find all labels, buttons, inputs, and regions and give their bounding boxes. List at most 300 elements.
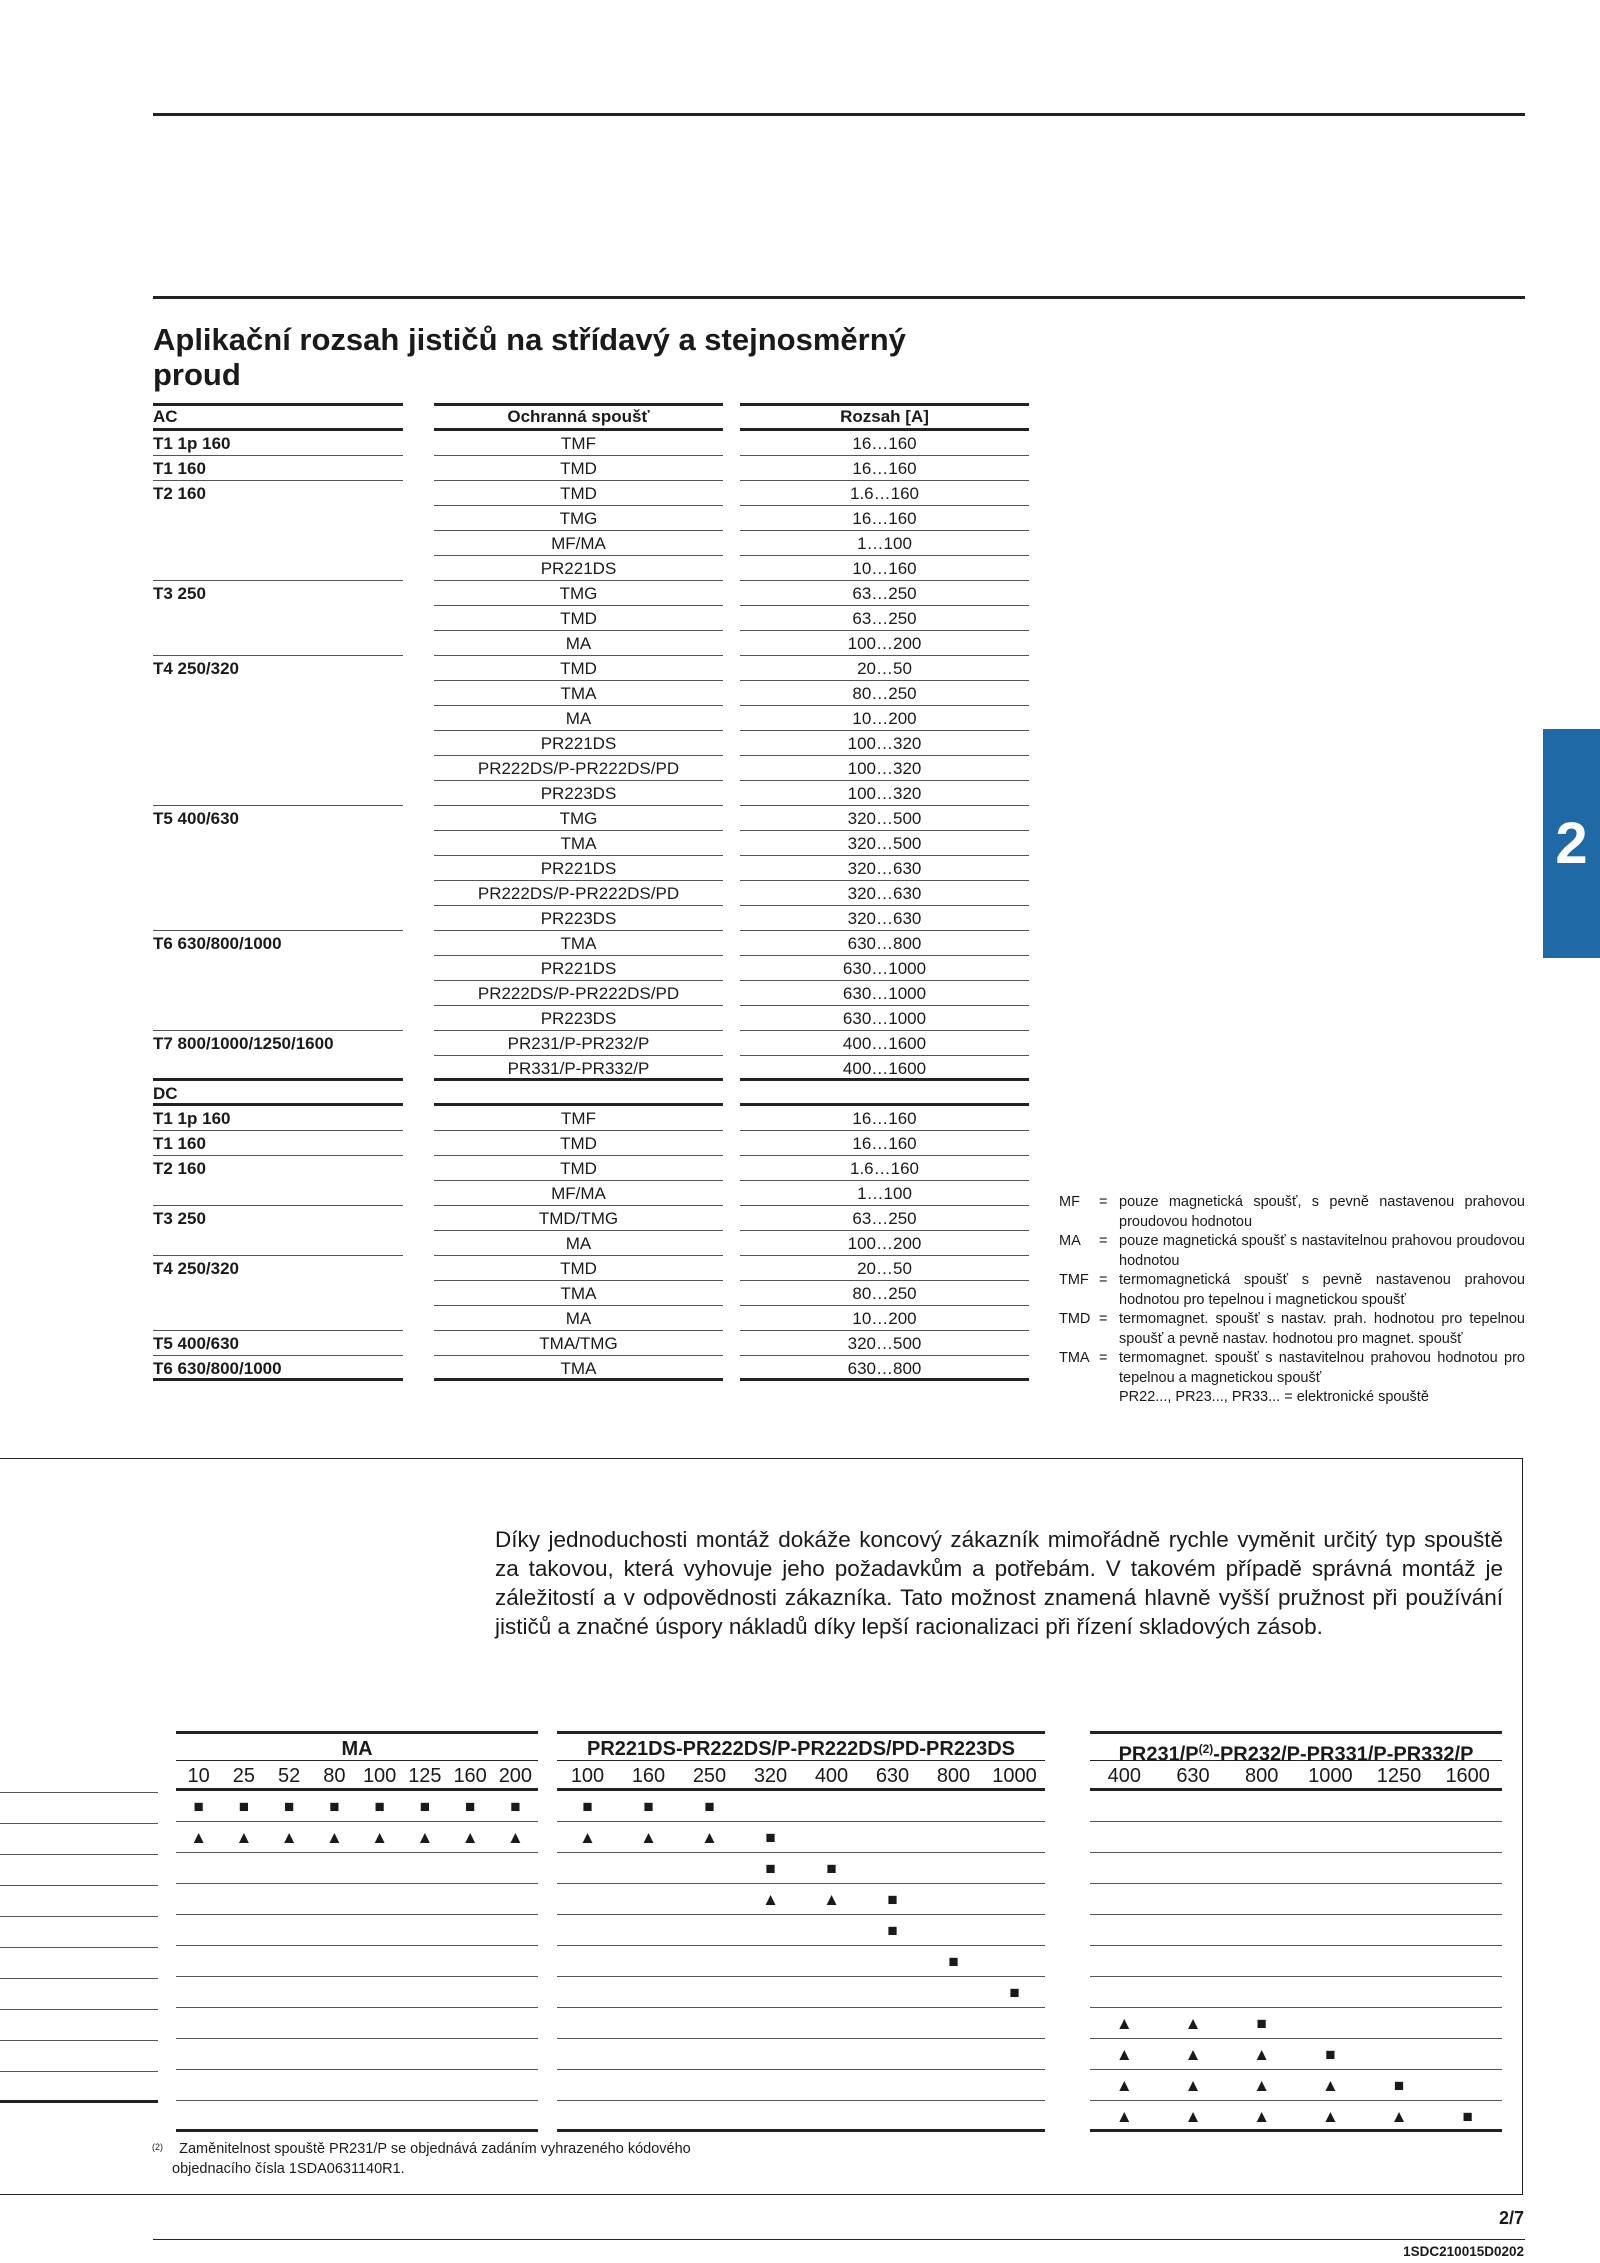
left-row-lines — [0, 1762, 158, 2103]
empty-cell — [493, 2008, 538, 2038]
empty-cell — [357, 2101, 402, 2129]
compat-group-pr22 — [557, 1731, 1045, 2132]
row-stub-line — [0, 1855, 158, 1886]
table-cell-breaker: T6 630/800/1000 — [153, 934, 282, 953]
compat-row — [176, 1977, 538, 2008]
empty-cell — [357, 1977, 402, 2007]
empty-cell — [618, 1977, 679, 2007]
empty-cell — [984, 2008, 1045, 2038]
table-cell-breaker — [153, 1006, 403, 1031]
compat-row — [176, 2008, 538, 2039]
compat-value-pr23: 1000 — [1308, 1765, 1353, 1787]
legend-abbr: TMD — [1059, 1311, 1091, 1327]
empty-cell — [267, 2008, 312, 2038]
table-cell-range: 630…1000 — [740, 956, 1029, 981]
table-cell-breaker — [153, 1181, 403, 1206]
page-title: Aplikační rozsah jističů na střídavý a stejnosměrný proud — [153, 322, 906, 392]
table-cell-range: 400…1600 — [740, 1056, 1029, 1081]
triangle-marker-icon: ▲ — [325, 1828, 343, 1847]
table-cell-trip: TMF — [434, 1106, 723, 1131]
triangle-marker-icon: ▲ — [461, 1828, 479, 1847]
table-header-ac: AC — [153, 403, 403, 431]
table-cell-breaker — [153, 531, 403, 556]
empty-cell — [1159, 1977, 1228, 2007]
table-cell-range: 63…250 — [740, 581, 1029, 606]
empty-cell — [984, 2101, 1045, 2129]
empty-cell — [1227, 1822, 1296, 1852]
triangle-marker-icon: ▲ — [1184, 2076, 1202, 2095]
empty-cell — [862, 2070, 923, 2100]
empty-cell — [1433, 1853, 1502, 1883]
table-cell-trip: TMG — [434, 581, 723, 606]
table-cell-breaker — [153, 881, 403, 906]
empty-cell — [923, 1791, 984, 1821]
empty-cell — [801, 1915, 862, 1945]
square-marker-icon: ■ — [1462, 2107, 1473, 2126]
empty-cell — [801, 2039, 862, 2069]
triangle-marker-icon: ▲ — [1253, 2045, 1271, 2064]
compat-row — [1090, 2008, 1502, 2039]
triangle-marker-icon: ▲ — [1184, 2045, 1202, 2064]
empty-cell — [448, 1977, 493, 2007]
empty-cell — [984, 1946, 1045, 1976]
empty-cell — [357, 2039, 402, 2069]
triangle-marker-icon: ▲ — [823, 1890, 840, 1909]
compat-row — [1090, 1822, 1502, 1853]
table-cell-trip: PR222DS/P-PR222DS/PD — [434, 756, 723, 781]
empty-cell — [493, 2039, 538, 2069]
square-marker-icon: ■ — [765, 1859, 776, 1878]
empty-cell — [862, 1822, 923, 1852]
table-header-range: Rozsah [A] — [740, 403, 1029, 431]
table-cell-range: 100…320 — [740, 756, 1029, 781]
table-cell-range: 1.6…160 — [740, 481, 1029, 506]
compat-row — [1090, 1915, 1502, 1946]
triangle-marker-icon: ▲ — [235, 1828, 253, 1847]
table-cell-range: 63…250 — [740, 606, 1029, 631]
empty-cell — [740, 1977, 801, 2007]
empty-cell — [221, 1977, 266, 2007]
empty-cell — [221, 1915, 266, 1945]
empty-cell — [862, 1946, 923, 1976]
square-marker-icon: ■ — [1393, 2076, 1405, 2095]
empty-cell — [357, 2070, 402, 2100]
legend-item — [1059, 1232, 1525, 1271]
triangle-marker-icon: ▲ — [280, 1828, 298, 1847]
footer-rule — [153, 2239, 1525, 2240]
table-cell-breaker — [153, 606, 403, 631]
compat-row — [557, 1822, 1045, 1853]
compat-value-pr22: 320 — [753, 1765, 788, 1787]
section-rule — [153, 296, 1525, 299]
empty-cell — [402, 1977, 447, 2007]
legend-item — [1059, 1193, 1525, 1232]
table-cell-breaker — [153, 681, 403, 706]
row-stub-line — [0, 1979, 158, 2010]
empty-cell — [312, 2039, 357, 2069]
compat-value-ma: 160 — [453, 1765, 487, 1787]
compat-row — [557, 1884, 1045, 1915]
empty-cell — [923, 1853, 984, 1883]
empty-cell — [801, 1977, 862, 2007]
table-col-breaker — [153, 403, 403, 1381]
empty-cell — [1090, 1946, 1159, 1976]
table-cell-trip: PR221DS — [434, 556, 723, 581]
table-cell-breaker: T5 400/630 — [153, 1331, 403, 1356]
empty-cell — [801, 2070, 862, 2100]
table-cell-breaker: DC — [153, 1081, 403, 1106]
empty-cell — [176, 1915, 221, 1945]
compat-row — [176, 2101, 538, 2132]
table-cell-trip: TMD — [434, 481, 723, 506]
empty-cell — [801, 1946, 862, 1976]
empty-cell — [557, 1977, 618, 2007]
empty-cell — [221, 2101, 266, 2129]
empty-cell — [1227, 1853, 1296, 1883]
table-cell-range: 100…200 — [740, 1231, 1029, 1256]
empty-cell — [402, 2008, 447, 2038]
table-cell-range: 630…800 — [740, 931, 1029, 956]
compat-value-pr22: 100 — [570, 1765, 605, 1787]
table-cell-range: 63…250 — [740, 1206, 1029, 1231]
table-cell-range: 16…160 — [740, 431, 1029, 456]
empty-cell — [221, 1946, 266, 1976]
empty-cell — [1159, 1791, 1228, 1821]
compat-row — [1090, 1884, 1502, 1915]
square-marker-icon: ■ — [419, 1797, 431, 1816]
table-cell-trip: PR222DS/P-PR222DS/PD — [434, 881, 723, 906]
empty-cell — [176, 2008, 221, 2038]
empty-cell — [357, 1884, 402, 1914]
empty-cell — [1433, 2039, 1502, 2069]
empty-cell — [984, 1884, 1045, 1914]
empty-cell — [801, 2008, 862, 2038]
empty-cell — [448, 1915, 493, 1945]
empty-cell — [448, 2039, 493, 2069]
empty-cell — [984, 1791, 1045, 1821]
square-marker-icon: ■ — [464, 1797, 476, 1816]
table-cell-breaker — [153, 731, 403, 756]
table-cell-breaker: T1 1p 160 — [153, 431, 403, 456]
compat-row — [557, 1977, 1045, 2008]
table-cell-range: 320…500 — [740, 1331, 1029, 1356]
empty-cell — [1433, 1946, 1502, 1976]
empty-cell — [557, 1884, 618, 1914]
table-cell-range: 100…320 — [740, 731, 1029, 756]
empty-cell — [402, 2039, 447, 2069]
table-cell-trip: MA — [434, 631, 723, 656]
empty-cell — [267, 2070, 312, 2100]
table-cell-breaker: T7 800/1000/1250/1600 — [153, 1034, 334, 1053]
compat-title-ma: MA — [176, 1731, 538, 1761]
empty-cell — [448, 1946, 493, 1976]
square-marker-icon: ■ — [704, 1797, 715, 1816]
empty-cell — [923, 1915, 984, 1945]
empty-cell — [493, 1915, 538, 1945]
compat-row — [1090, 2039, 1502, 2070]
empty-cell — [1227, 1946, 1296, 1976]
table-cell-trip: TMA/TMG — [434, 1331, 723, 1356]
page-number: 2/7 — [1498, 2208, 1524, 2228]
empty-cell — [740, 1946, 801, 1976]
empty-cell — [984, 1853, 1045, 1883]
row-stub-line — [0, 1917, 158, 1948]
table-cell-breaker — [153, 1281, 403, 1306]
empty-cell — [1296, 1915, 1365, 1945]
square-marker-icon: ■ — [1325, 2045, 1336, 2064]
compat-value-pr22: 630 — [875, 1765, 910, 1787]
row-stub-line — [0, 1824, 158, 1855]
legend-footer: PR22..., PR23..., PR33... = elektronické spouště — [1119, 1389, 1429, 1405]
table-cell-range — [740, 1081, 1029, 1106]
abbreviation-legend — [1059, 1193, 1525, 1408]
footnote-text: Zaměnitelnost spouště PR231/P se objednává zadáním vyhrazeného kódového objednacího čísla 1SDA0631140R1. — [172, 2141, 691, 2177]
empty-cell — [1090, 1884, 1159, 1914]
table-cell-trip: TMF — [434, 431, 723, 456]
top-rule — [153, 113, 1525, 116]
table-cell-range: 1…100 — [740, 1181, 1029, 1206]
compat-row — [176, 1915, 538, 1946]
empty-cell — [1296, 1853, 1365, 1883]
legend-definition: pouze magnetická spoušť s nastavitelnou prahovou proudovou hodnotou — [1119, 1233, 1525, 1269]
empty-cell — [1090, 1822, 1159, 1852]
table-cell-range: 100…200 — [740, 631, 1029, 656]
empty-cell — [679, 1884, 740, 1914]
empty-cell — [267, 2039, 312, 2069]
empty-cell — [618, 2039, 679, 2069]
table-cell-range: 16…160 — [740, 456, 1029, 481]
empty-cell — [357, 1853, 402, 1883]
table-cell-range: 10…200 — [740, 706, 1029, 731]
table-cell-trip: PR222DS/P-PR222DS/PD — [434, 981, 723, 1006]
table-cell-trip: MF/MA — [434, 1181, 723, 1206]
row-stub-line — [0, 2072, 158, 2103]
empty-cell — [176, 1946, 221, 1976]
empty-cell — [740, 2039, 801, 2069]
empty-cell — [267, 1977, 312, 2007]
empty-cell — [1365, 2039, 1434, 2069]
compat-row — [557, 1791, 1045, 1822]
square-marker-icon: ■ — [948, 1952, 959, 1971]
table-col-range — [740, 403, 1029, 1381]
compat-value-pr22: 160 — [631, 1765, 666, 1787]
table-cell-breaker — [153, 1056, 403, 1081]
table-cell-breaker: T3 250 — [153, 1209, 206, 1228]
empty-cell — [679, 1946, 740, 1976]
compat-value-ma: 25 — [232, 1765, 255, 1787]
table-cell-trip: TMD — [434, 456, 723, 481]
table-header-trip: Ochranná spoušť — [434, 403, 723, 431]
empty-cell — [557, 2039, 618, 2069]
table-cell-trip: PR231/P-PR232/P — [434, 1031, 723, 1056]
empty-cell — [1433, 1977, 1502, 2007]
empty-cell — [557, 1853, 618, 1883]
empty-cell — [1090, 1791, 1159, 1821]
compat-row — [557, 2101, 1045, 2132]
square-marker-icon: ■ — [582, 1797, 593, 1816]
table-cell-trip: PR223DS — [434, 1006, 723, 1031]
table-cell-trip: MA — [434, 706, 723, 731]
table-cell-trip — [434, 1081, 723, 1106]
legend-definition: termomagnetická spoušť s pevně nastavenou prahovou hodnotou pro tepelnou i magnetickou spoušť — [1119, 1272, 1525, 1308]
table-cell-trip: PR221DS — [434, 731, 723, 756]
square-marker-icon: ■ — [238, 1797, 250, 1816]
table-cell-range: 320…500 — [740, 806, 1029, 831]
compat-row — [176, 1884, 538, 1915]
empty-cell — [1090, 1977, 1159, 2007]
empty-cell — [1090, 1853, 1159, 1883]
compat-row — [1090, 1853, 1502, 1884]
triangle-marker-icon: ▲ — [506, 1828, 524, 1847]
empty-cell — [618, 1946, 679, 1976]
compat-value-ma: 52 — [278, 1765, 301, 1787]
empty-cell — [312, 1915, 357, 1945]
triangle-marker-icon: ▲ — [1321, 2107, 1339, 2126]
empty-cell — [1227, 1791, 1296, 1821]
compat-row — [176, 1946, 538, 1977]
empty-cell — [176, 2070, 221, 2100]
legend-abbr: MA — [1059, 1233, 1081, 1249]
square-marker-icon: ■ — [193, 1797, 204, 1816]
compat-row — [176, 1791, 538, 1822]
table-cell-trip: TMG — [434, 806, 723, 831]
empty-cell — [557, 1946, 618, 1976]
legend-equals: = — [1099, 1272, 1108, 1288]
empty-cell — [679, 2008, 740, 2038]
empty-cell — [923, 2039, 984, 2069]
empty-cell — [1296, 1977, 1365, 2007]
triangle-marker-icon: ▲ — [1321, 2076, 1339, 2095]
square-marker-icon: ■ — [1009, 1983, 1020, 2002]
square-marker-icon: ■ — [510, 1797, 521, 1816]
triangle-marker-icon: ▲ — [762, 1890, 779, 1909]
table-cell-range: 320…630 — [740, 881, 1029, 906]
empty-cell — [312, 1853, 357, 1883]
legend-abbr: MF — [1059, 1194, 1080, 1210]
compat-row — [1090, 1791, 1502, 1822]
empty-cell — [862, 2101, 923, 2129]
table-cell-trip: PR331/P-PR332/P — [434, 1056, 723, 1081]
empty-cell — [984, 2070, 1045, 2100]
empty-cell — [923, 1977, 984, 2007]
empty-cell — [740, 2070, 801, 2100]
table-cell-breaker — [153, 856, 403, 881]
table-cell-trip: TMA — [434, 1281, 723, 1306]
legend-abbr: TMF — [1059, 1272, 1089, 1288]
table-cell-breaker: T3 250 — [153, 584, 206, 603]
square-marker-icon: ■ — [826, 1859, 837, 1878]
empty-cell — [1159, 1853, 1228, 1883]
table-cell-trip: PR223DS — [434, 781, 723, 806]
legend-equals: = — [1099, 1311, 1108, 1327]
empty-cell — [493, 2070, 538, 2100]
empty-cell — [176, 1853, 221, 1883]
empty-cell — [1433, 1884, 1502, 1914]
triangle-marker-icon: ▲ — [1253, 2107, 1271, 2126]
empty-cell — [1159, 1915, 1228, 1945]
empty-cell — [493, 1946, 538, 1976]
square-marker-icon: ■ — [374, 1797, 385, 1816]
table-cell-trip: PR223DS — [434, 906, 723, 931]
compat-value-ma: 80 — [323, 1765, 346, 1787]
compat-row — [1090, 2101, 1502, 2132]
table-cell-range: 80…250 — [740, 681, 1029, 706]
empty-cell — [1365, 1977, 1434, 2007]
empty-cell — [448, 2008, 493, 2038]
empty-cell — [402, 1915, 447, 1945]
table-cell-range: 320…500 — [740, 831, 1029, 856]
empty-cell — [267, 1884, 312, 1914]
empty-cell — [862, 2008, 923, 2038]
empty-cell — [984, 1915, 1045, 1945]
footnote-mark: (2) — [152, 2142, 163, 2152]
table-cell-trip: MA — [434, 1231, 723, 1256]
empty-cell — [740, 2008, 801, 2038]
row-stub-line — [0, 1762, 158, 1793]
empty-cell — [312, 2008, 357, 2038]
empty-cell — [1159, 1822, 1228, 1852]
empty-cell — [557, 2070, 618, 2100]
legend-equals: = — [1099, 1350, 1108, 1366]
table-cell-trip: TMD — [434, 1156, 723, 1181]
row-stub-line — [0, 2041, 158, 2072]
table-cell-breaker — [153, 706, 403, 731]
legend-definition: termomagnet. spoušť s nastavitelnou prahovou hodnotou pro tepelnou a magnetickou spoušť — [1119, 1350, 1525, 1386]
compat-row — [557, 2008, 1045, 2039]
empty-cell — [679, 2101, 740, 2129]
empty-cell — [923, 2101, 984, 2129]
empty-cell — [1296, 1946, 1365, 1976]
empty-cell — [557, 2008, 618, 2038]
empty-cell — [493, 1853, 538, 1883]
empty-cell — [1159, 1946, 1228, 1976]
table-cell-range: 1.6…160 — [740, 1156, 1029, 1181]
triangle-marker-icon: ▲ — [640, 1828, 657, 1847]
triangle-marker-icon: ▲ — [1390, 2107, 1408, 2126]
compat-row — [176, 2039, 538, 2070]
compat-row — [1090, 1977, 1502, 2008]
empty-cell — [862, 2039, 923, 2069]
empty-cell — [862, 1977, 923, 2007]
compat-group-pr23 — [1090, 1731, 1502, 2132]
empty-cell — [801, 1791, 862, 1821]
table-cell-breaker — [153, 1231, 403, 1256]
compat-value-pr23: 1250 — [1376, 1765, 1422, 1787]
empty-cell — [618, 2008, 679, 2038]
triangle-marker-icon: ▲ — [1115, 2014, 1133, 2033]
table-cell-breaker: T4 250/320 — [153, 659, 240, 678]
empty-cell — [1365, 1853, 1434, 1883]
empty-cell — [618, 2101, 679, 2129]
table-cell-trip: TMD/TMG — [434, 1206, 723, 1231]
table-cell-range: 10…200 — [740, 1306, 1029, 1331]
empty-cell — [862, 1791, 923, 1821]
empty-cell — [1365, 1915, 1434, 1945]
empty-cell — [221, 2070, 266, 2100]
legend-item — [1059, 1271, 1525, 1310]
empty-cell — [1090, 1915, 1159, 1945]
empty-cell — [176, 2039, 221, 2069]
empty-cell — [679, 2039, 740, 2069]
empty-cell — [267, 1853, 312, 1883]
triangle-marker-icon: ▲ — [190, 1828, 208, 1847]
table-cell-range: 16…160 — [740, 506, 1029, 531]
legend-definition: termomagnet. spoušť s nastav. prah. hodnotou pro tepelnou spoušť a pevně nastav. hodnotou pro magnet. spoušť — [1119, 1311, 1525, 1347]
compat-row — [557, 2070, 1045, 2101]
compat-value-pr23: 800 — [1244, 1765, 1279, 1787]
compat-value-pr22: 250 — [692, 1765, 727, 1787]
table-cell-range: 630…1000 — [740, 981, 1029, 1006]
